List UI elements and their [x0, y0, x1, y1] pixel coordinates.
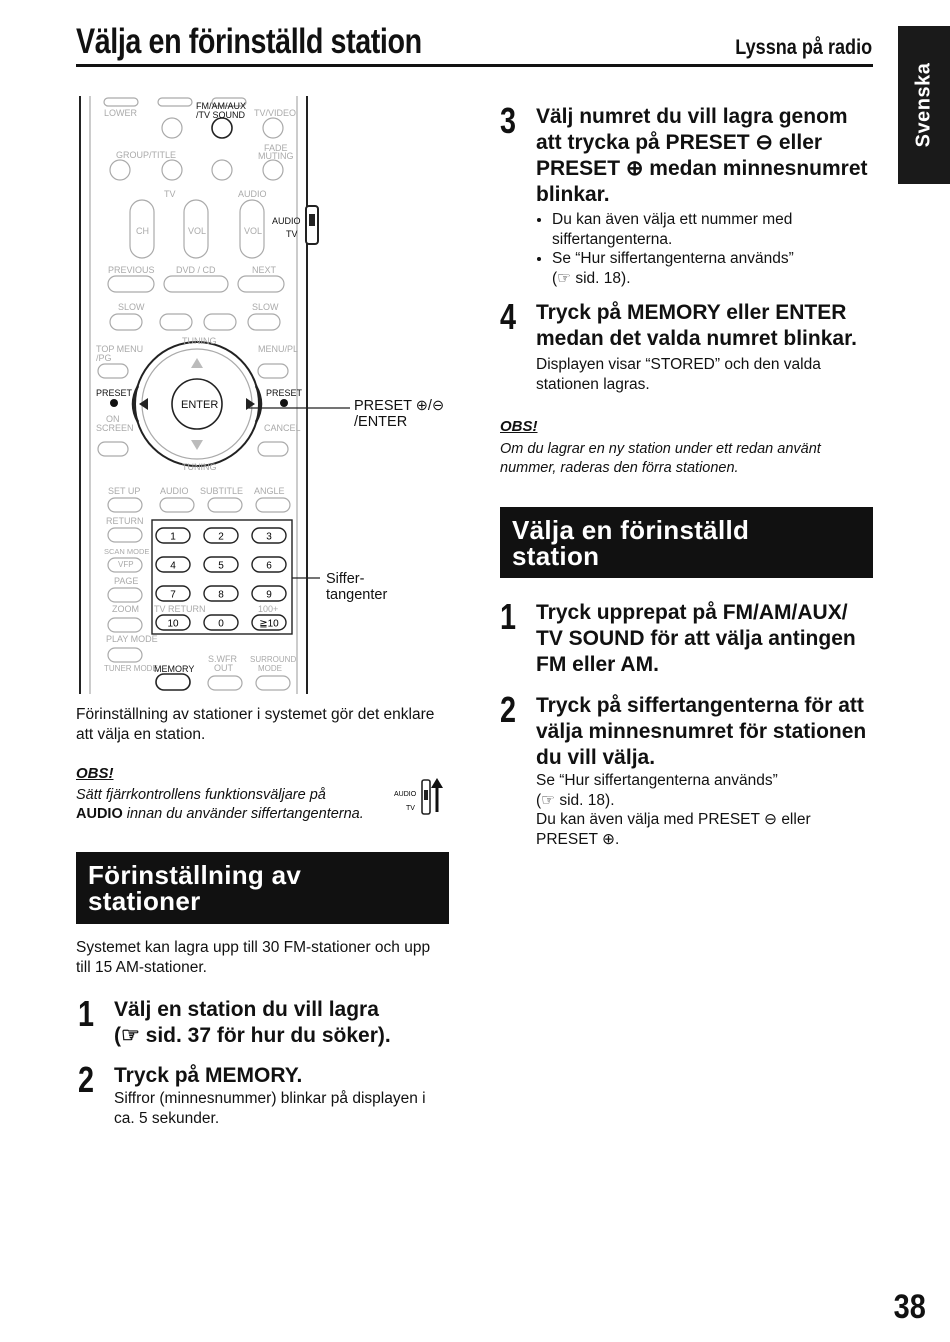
- right-step-1: [500, 596, 872, 678]
- digit-key-label: 1: [170, 531, 176, 543]
- digit-key-label: 8: [218, 589, 224, 601]
- digit-key-label: ≧10: [259, 618, 279, 630]
- obs-note-right: Om du lagrar en ny station under ett redan använt nummer, raderas den förra stationen.: [500, 441, 821, 476]
- remote-label-tv-sound: /TV SOUND: [196, 110, 246, 120]
- digit-key-label: 10: [167, 618, 179, 630]
- left-step-2-heading: Tryck på MEMORY.: [114, 1064, 303, 1087]
- remote-label-menu-pl: MENU/PL: [258, 344, 299, 354]
- digit-key-label: 2: [218, 531, 224, 543]
- remote-label-surround: SURROUND: [250, 655, 297, 664]
- right-step-3-bullet-2: • Se “Hur siffertangenterna används” (☞ sid. 18).: [552, 249, 872, 288]
- remote-label-dvd-cd: DVD / CD: [176, 265, 216, 275]
- remote-switch-tv: TV: [286, 229, 298, 239]
- obs-heading-right: OBS!: [500, 418, 538, 435]
- right-step-4-number: 4: [500, 296, 517, 337]
- header-rule: [76, 64, 873, 67]
- remote-label-lower: LOWER: [104, 108, 138, 118]
- remote-label-page: PAGE: [114, 576, 139, 586]
- remote-label-play-mode: PLAY MODE: [106, 634, 158, 644]
- obs-note-left-text-1: Sätt fjärrkontrollens funktionsväljare på: [76, 787, 326, 803]
- remote-label-cancel: CANCEL: [264, 423, 301, 433]
- remote-label-tv-return: TV RETURN: [154, 604, 206, 614]
- digit-key-label: 9: [266, 589, 272, 601]
- remote-label-scan-mode: SCAN MODE: [104, 547, 150, 556]
- intro-paragraph: Förinställning av stationer i systemet gör det enklare att välja en station.: [76, 706, 435, 743]
- remote-label-slow-plus: SLOW: [252, 302, 279, 312]
- left-step-2-number: 2: [78, 1059, 95, 1100]
- preset-minus-icon: [110, 399, 118, 407]
- remote-label-muting: MUTING: [258, 151, 294, 161]
- remote-label-preset-right: PRESET: [266, 388, 303, 398]
- remote-label-preset-left: PRESET: [96, 388, 133, 398]
- digit-key-label: 0: [218, 618, 224, 630]
- right-step-3-bullet-1: • Du kan även välja ett nummer med siffertangenterna.: [552, 210, 872, 249]
- remote-label-audio: AUDIO: [238, 189, 267, 199]
- remote-label-slow-minus: SLOW: [118, 302, 145, 312]
- left-step-1-number: 1: [78, 993, 95, 1034]
- right-step-3: [500, 100, 872, 288]
- language-tab-label: Svenska: [912, 62, 935, 148]
- remote-label-mode: MODE: [258, 664, 282, 673]
- remote-label-tuning-plus: TUNING: [182, 336, 217, 346]
- obs-note-left-text-2: innan du använder siffertangenterna.: [122, 806, 364, 822]
- remote-label-on: ON: [106, 414, 120, 424]
- left-step-2-text: Siffror (minnesnummer) blinkar på displayen i ca. 5 sekunder.: [114, 1090, 426, 1127]
- callout-preset-enter: PRESET ⊕/⊖ /ENTER: [354, 398, 445, 430]
- remote-label-vol-2: VOL: [244, 226, 263, 236]
- section-band-select-preset: Välja en förinställd station: [500, 507, 873, 578]
- audio-switch-icon: [394, 776, 446, 820]
- presetting-intro: Systemet kan lagra upp till 30 FM-stationer och upp till 15 AM-stationer.: [76, 939, 431, 976]
- right-step-3-number: 3: [500, 100, 517, 141]
- right-step-2-heading: Tryck på siffertangenterna för att välja minnesnumret för stationen du vill välja.: [536, 694, 867, 769]
- remote-label-fade: FADE: [264, 143, 288, 153]
- audio-switch-label-audio: AUDIO: [394, 791, 417, 798]
- remote-label-enter: ENTER: [181, 399, 219, 411]
- remote-label-100-plus: 100+: [258, 604, 279, 614]
- remote-label-pg: /PG: [96, 353, 112, 363]
- remote-label-top-menu: TOP MENU: [96, 344, 144, 354]
- left-step-2: [78, 1059, 450, 1128]
- right-step-2: [500, 689, 872, 849]
- remote-label-audio-2: AUDIO: [160, 486, 189, 496]
- remote-switch-audio: AUDIO: [272, 216, 301, 226]
- remote-label-angle: ANGLE: [254, 486, 285, 496]
- page-number: 38: [893, 1288, 926, 1326]
- remote-label-group-title: GROUP/TITLE: [116, 150, 177, 160]
- remote-illustration: [76, 96, 456, 696]
- section-heading: Lyssna på radio: [735, 36, 872, 59]
- digit-key-label: 7: [170, 589, 176, 601]
- left-step-1-heading: Välj en station du vill lagra (☞ sid. 37 för hur du söker).: [114, 998, 391, 1047]
- audio-switch-label-tv: TV: [406, 805, 415, 812]
- remote-label-set-up: SET UP: [108, 486, 141, 496]
- right-step-4-heading: Tryck på MEMORY eller ENTER medan det valda numret blinkar.: [536, 301, 857, 350]
- right-step-3-heading: Välj numret du vill lagra genom att trycka på PRESET ⊖ eller PRESET ⊕ medan minnesnumret blinkar.: [536, 105, 868, 206]
- left-step-1: [78, 993, 450, 1049]
- page-title: Välja en förinställd station: [76, 22, 422, 61]
- remote-label-next: NEXT: [252, 265, 277, 275]
- remote-label-fm-am-aux: FM/AM/AUX: [196, 101, 247, 111]
- remote-label-screen: SCREEN: [96, 423, 134, 433]
- remote-label-tv: TV: [164, 189, 176, 199]
- remote-label-memory: MEMORY: [154, 664, 195, 674]
- right-step-4: [500, 296, 872, 394]
- remote-label-subtitle: SUBTITLE: [200, 486, 244, 496]
- remote-label-out: OUT: [214, 663, 233, 673]
- right-step-2-number: 2: [500, 689, 517, 730]
- obs-heading-left: OBS!: [76, 765, 114, 782]
- remote-label-tuner-mode: TUNER MODE: [104, 664, 158, 673]
- digit-key-label: 3: [266, 531, 272, 543]
- remote-label-tv-video: TV/VIDEO: [254, 108, 297, 118]
- digit-key-label: 6: [266, 560, 272, 572]
- right-step-1-heading: Tryck upprepat på FM/AM/AUX/ TV SOUND för att välja antingen FM eller AM.: [536, 601, 856, 676]
- remote-label-ch: CH: [136, 226, 149, 236]
- callout-digit-keys: Siffer- tangenter: [326, 571, 388, 603]
- right-step-2-text: Se “Hur siffertangenterna används” (☞ sid. 18). Du kan även välja med PRESET ⊖ eller PRESET ⊕.: [536, 772, 811, 848]
- obs-note-left-bold: AUDIO: [76, 806, 123, 822]
- remote-label-previous: PREVIOUS: [108, 265, 155, 275]
- remote-label-swfr: S.WFR: [208, 654, 237, 664]
- preset-plus-icon: [280, 399, 288, 407]
- language-tab: [898, 26, 950, 184]
- right-step-4-text: Displayen visar “STORED” och den valda stationen lagras.: [536, 356, 821, 393]
- right-step-1-number: 1: [500, 596, 517, 637]
- remote-label-return: RETURN: [106, 516, 144, 526]
- digit-key-label: 4: [170, 560, 176, 572]
- remote-label-zoom: ZOOM: [112, 604, 139, 614]
- obs-note-left: [76, 786, 396, 824]
- right-step-3-bullets: [536, 210, 872, 288]
- digit-key-label: 5: [218, 560, 224, 572]
- remote-label-tuning-minus: TUNING: [182, 462, 217, 472]
- section-band-presetting: Förinställning av stationer: [76, 852, 449, 924]
- remote-label-vol: VOL: [188, 226, 207, 236]
- remote-label-vfp: VFP: [118, 560, 134, 569]
